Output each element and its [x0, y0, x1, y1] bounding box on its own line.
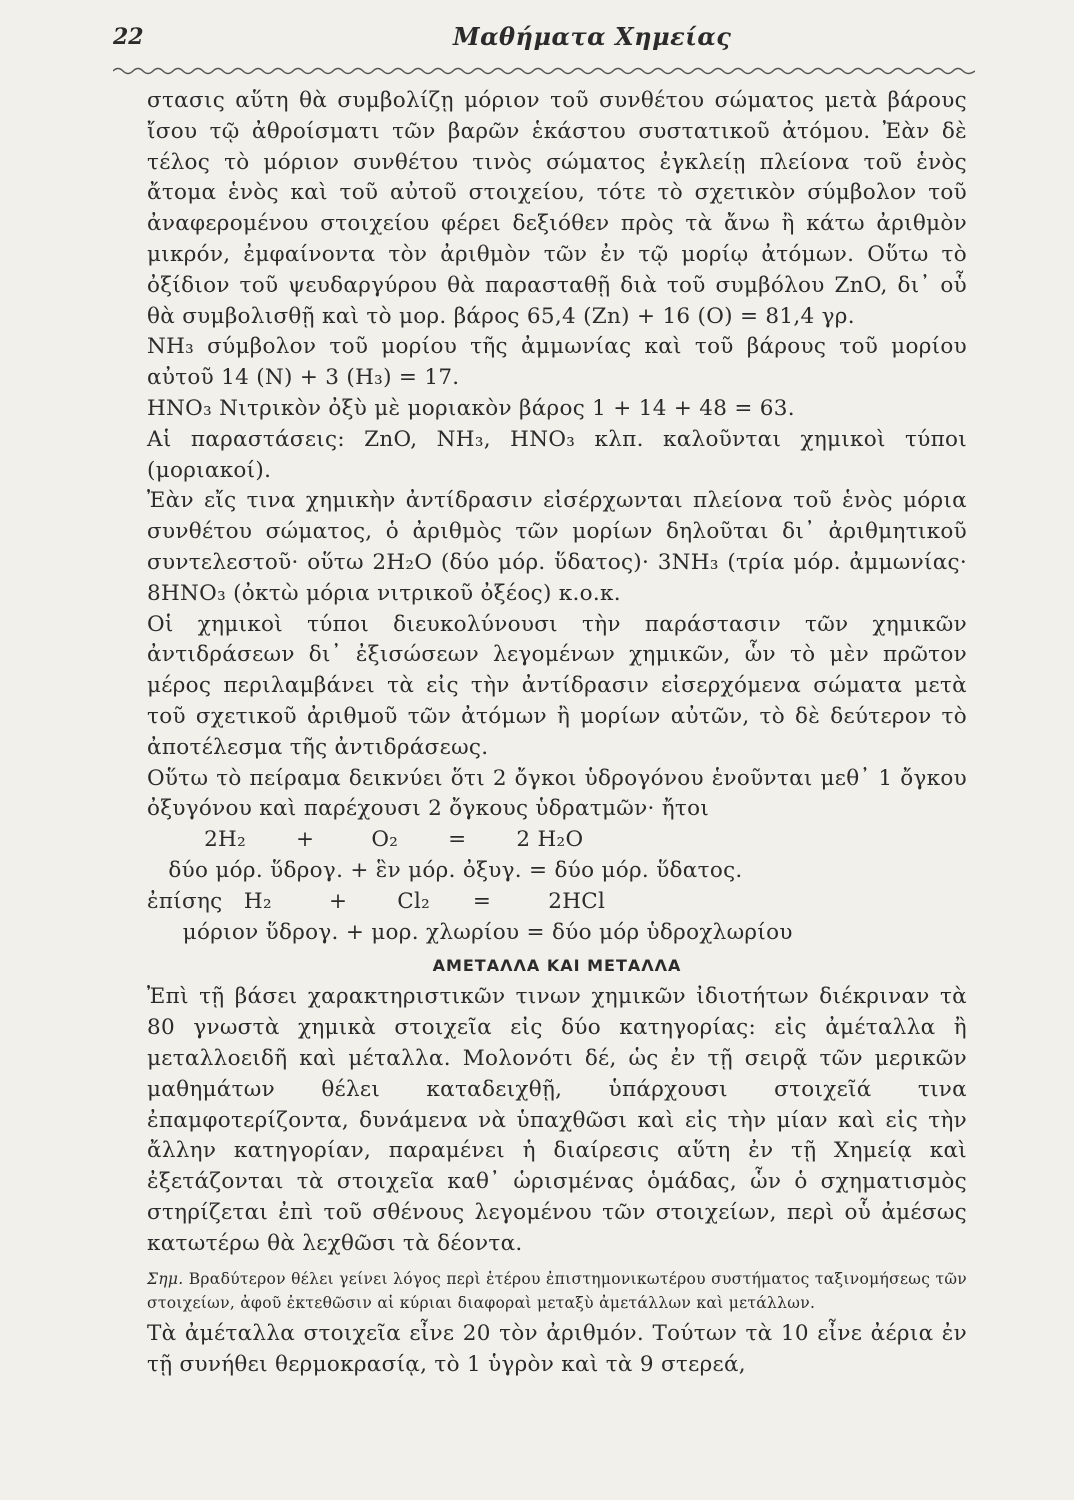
- paragraph: στασις αὕτη θὰ συμβολίζῃ μόριον τοῦ συνθέτου σώματος μετὰ βάρους ἴσου τῷ ἀθροίσματι τῶν βαρῶν ἑκάστου συστατικοῦ ἀτόμου. Ἐὰν δὲ τέλος τὸ μόριον συνθέτου τινὸς σώματος ἐγκλείῃ πλείονα τοῦ ἑνὸς ἄτομα ἑνὸς καὶ τοῦ αὐτοῦ στοιχείου, τότε τὸ σχετικὸν σύμβολον τοῦ ἀναφερομένου στοιχείου φέρει δεξιόθεν πρὸς τὰ ἄνω ἢ κάτω ἀριθμὸν μικρόν, ἐμφαίνοντα τὸν ἀριθμὸν τῶν ἐν τῷ μορίῳ ἀτόμων. Οὕτω τὸ ὀξίδιον τοῦ ψευδαργύρου θὰ παρασταθῇ διὰ τοῦ συμβόλου ZnO, δι᾽ οὗ θὰ συμβολισθῇ καὶ τὸ μορ. βάρος 65,4 (Zn) + 16 (O) = 81,4 γρ.: [147, 88, 967, 329]
- equation-line: δύο μόρ. ὕδρογ. + ἓν μόρ. ὀξυγ. = δύο μόρ. ὕδατος.: [147, 857, 743, 883]
- paragraph: NH₃ σύμβολον τοῦ μορίου τῆς ἀμμωνίας καὶ τοῦ βάρους τοῦ μορίου αὐτοῦ 14 (N) + 3 (H₃) = 17.: [147, 334, 967, 391]
- paragraph: Οἱ χημικοὶ τύποι διευκολύνουσι τὴν παράστασιν τῶν χημικῶν ἀντιδράσεων δι᾽ ἐξισώσεων λεγομένων χημικῶν, ὧν τὸ μὲν πρῶτον μέρος περιλαμβάνει τὰ εἰς τὴν ἀντίδρασιν εἰσερχόμενα σώματα μετὰ τοῦ σχετικοῦ ἀριθμοῦ τῶν ἀτόμων ἢ μορίων αὐτῶν, τὸ δὲ δεύτερον τὸ ἀποτέλεσμα τῆς ἀντιδράσεως.: [147, 611, 967, 760]
- paragraph: Αἱ παραστάσεις: ZnO, NH₃, HNO₃ κλπ. καλοῦνται χημικοὶ τύποι (μοριακοί).: [147, 426, 967, 483]
- equation-line: ἐπίσης H₂ + Cl₂ = 2HCl: [147, 888, 606, 914]
- page-number: 22: [113, 24, 144, 50]
- equation-line: μόριον ὕδρογ. + μορ. χλωρίου = δύο μόρ ὑδροχλωρίου: [147, 919, 793, 945]
- paragraph: HNO₃ Νιτρικὸν ὀξὺ μὲ μοριακὸν βάρος 1 + 14 + 48 = 63.: [147, 395, 795, 421]
- footnote-label: Σημ.: [147, 1270, 184, 1289]
- decorative-wavy-rule: [113, 66, 975, 76]
- equation-line: 2H₂ + O₂ = 2 H₂O: [147, 827, 584, 853]
- running-title: Μαθήματα Χημείας: [453, 22, 732, 51]
- main-text: [147, 86, 967, 1381]
- footnote-text: Βραδύτερον θέλει γείνει λόγος περὶ ἑτέρου ἐπιστημονικωτέρου συστήματος ταξινομήσεως τῶν στοιχείων, ἀφοῦ ἐκτεθῶσιν αἱ κύριαι διαφοραὶ μεταξὺ ἀμετάλλων καὶ μετάλλων.: [147, 1270, 967, 1313]
- paragraph: Ἐπὶ τῇ βάσει χαρακτηριστικῶν τινων χημικῶν ἰδιοτήτων διέκριναν τὰ 80 γνωστὰ χημικὰ στοιχεῖα εἰς δύο κατηγορίας: εἰς ἀμέταλλα ἢ μεταλλοειδῆ καὶ μέταλλα. Μολονότι δέ, ὡς ἐν τῇ σειρᾷ τῶν μερικῶν μαθημάτων θέλει καταδειχθῇ, ὑπάρχουσι στοιχεῖά τινα ἐπαμφοτερίζοντα, δυνάμενα νὰ ὑπαχθῶσι καὶ εἰς τὴν μίαν καὶ εἰς τὴν ἄλλην κατηγορίαν, παραμένει ἡ διαίρεσις αὕτη ἐν τῇ Χημείᾳ καὶ ἐξετάζονται τὰ στοιχεῖα καθ᾽ ὡρισμένας ὁμάδας, ὧν ὁ σχηματισμὸς στηρίζεται ἐπὶ τοῦ σθένους λεγομένου τῶν στοιχείων, περὶ οὗ ἀμέσως κατωτέρω θὰ λεχθῶσι τὰ δέοντα.: [147, 984, 967, 1256]
- paragraph: Οὕτω τὸ πείραμα δεικνύει ὅτι 2 ὄγκοι ὑδρογόνου ἑνοῦνται μεθ᾽ 1 ὄγκου ὀξυγόνου καὶ παρέχουσι 2 ὄγκους ὑδρατμῶν· ἤτοι: [147, 765, 967, 822]
- footnote: [147, 1267, 967, 1315]
- paragraph: Τὰ ἀμέταλλα στοιχεῖα εἶνε 20 τὸν ἀριθμόν. Τούτων τὰ 10 εἶνε ἀέρια ἐν τῇ συνήθει θερμοκρασίᾳ, τὸ 1 ὑγρὸν καὶ τὰ 9 στερεά,: [147, 1321, 967, 1378]
- section-heading: ΑΜΕΤΑΛΛΑ ΚΑΙ ΜΕΤΑΛΛΑ: [432, 956, 682, 976]
- page-header: [113, 18, 973, 54]
- paragraph: Ἐὰν εἴς τινα χημικὴν ἀντίδρασιν εἰσέρχωνται πλείονα τοῦ ἑνὸς μόρια συνθέτου σώματος, ὁ ἀριθμὸς τῶν μορίων δηλοῦται δι᾽ ἀριθμητικοῦ συντελεστοῦ· οὕτω 2H₂O (δύο μόρ. ὕδατος)· 3NH₃ (τρία μόρ. ἀμμωνίας· 8HNO₃ (ὀκτὼ μόρια νιτρικοῦ ὀξέος) κ.ο.κ.: [147, 488, 967, 606]
